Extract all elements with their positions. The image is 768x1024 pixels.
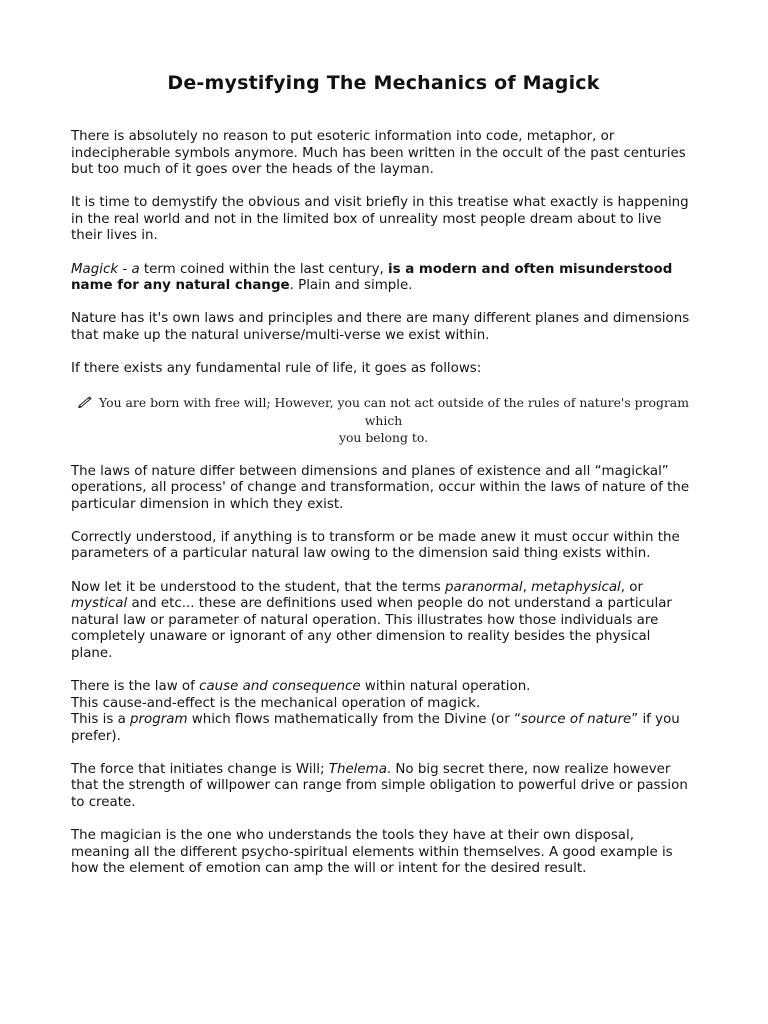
quote-line-2: you belong to.: [338, 430, 429, 446]
paragraph-program: This is a program which flows mathematically from the Divine (or “source of nature” if you prefer).: [71, 712, 680, 744]
paragraph-magick-definition: Magick - a term coined within the last century, is a modern and often misunderstood name for any natural change. Plain and simple.: [71, 261, 673, 294]
document-title: De-mystifying The Mechanics of Magick: [167, 72, 600, 94]
paragraph-laws-differ: The laws of nature differ between dimensions and planes of existence and all “magickal” operations, all process' of change and transformation, occur within the laws of nature of the particular dimension in which they exist.: [71, 463, 690, 512]
quote-line-1: You are born with free will; However, you can not act outside of the rules of nature's program which: [99, 395, 689, 428]
paragraph-fundamental-rule: If there exists any fundamental rule of life, it goes as follows:: [71, 360, 482, 376]
paragraph-cause-consequence: There is the law of cause and consequence within natural operation.: [71, 678, 531, 694]
pencil-icon: [78, 396, 93, 408]
paragraph-cause-effect: This cause-and-effect is the mechanical operation of magick.: [71, 695, 481, 711]
paragraph-will-thelema: The force that initiates change is Will; Thelema. No big secret there, now realize however that the strength of willpower can range from simple obligation to powerful drive or passion to create.: [71, 761, 688, 811]
free-will-quote: [71, 394, 696, 447]
paragraph-correctly-understood: Correctly understood, if anything is to transform or be made anew it must occur within the parameters of a particular natural law owing to the dimension said thing exists within.: [71, 529, 680, 562]
paragraph-code-metaphor: There is absolutely no reason to put esoteric information into code, metaphor, or indecipherable symbols anymore. Much has been written in the occult of the past centuries but too much of it goes over the heads of the layman.: [71, 129, 686, 178]
paragraph-nature-laws: Nature has it's own laws and principles and there are many different planes and dimensions that make up the natural universe/multi-verse we exist within.: [71, 311, 690, 343]
paragraph-paranormal-terms: Now let it be understood to the student, that the terms paranormal, metaphysical, or mystical and etc... these are definitions used when people do not understand a particular natural law or parameter of natural operation. This illustrates how those individuals are completely unaware or ignorant of any other dimension to reality besides the physical plane.: [71, 579, 672, 661]
magick-definition-bold: is a modern and often misunderstood name for any natural change: [71, 261, 673, 294]
paragraph-magician-tools: The magician is the one who understands the tools they have at their own disposal, meaning all the different psycho-spiritual elements within themselves. A good example is how the element of emotion can amp the will or intent for the desired result.: [71, 828, 673, 877]
paragraph-demystify: It is time to demystify the obvious and visit briefly in this treatise what exactly is happening in the real world and not in the limited box of unreality most people dream about to live their lives in.: [71, 195, 689, 244]
magick-term: Magick - a: [71, 261, 140, 277]
